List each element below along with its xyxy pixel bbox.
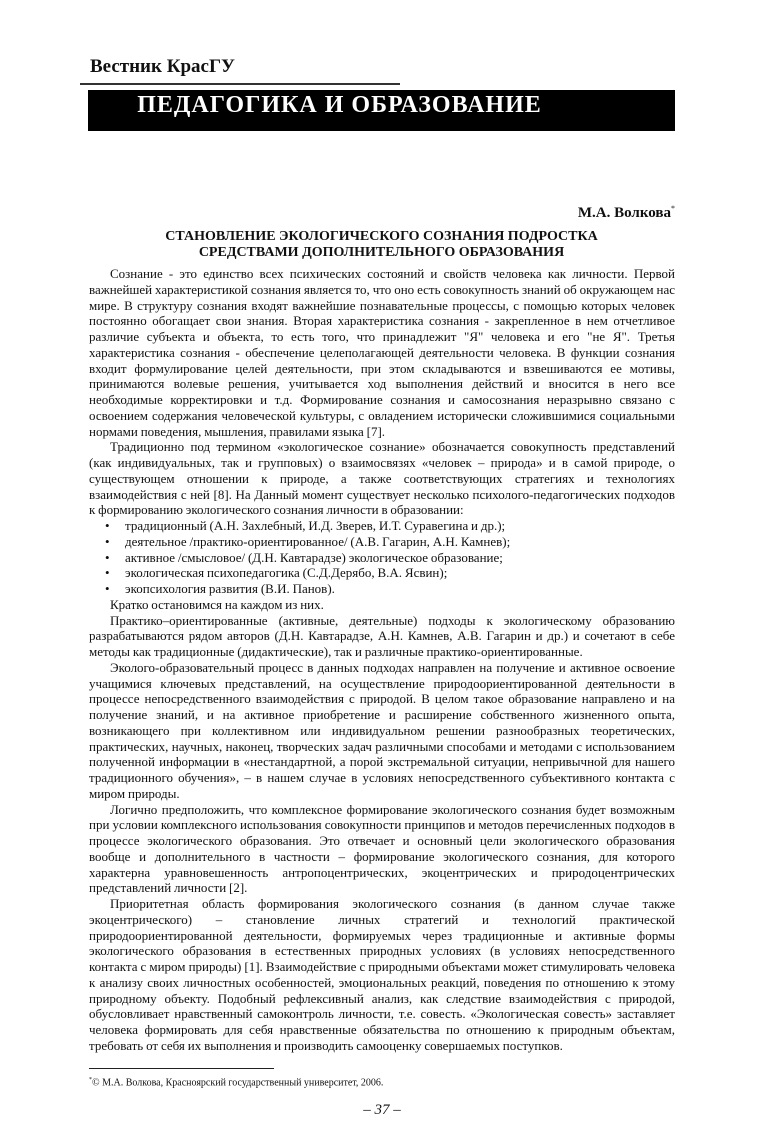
list-item: • активное /смысловое/ (Д.Н. Кавтарадзе) экологическое образование; xyxy=(125,550,675,566)
article-body xyxy=(89,266,675,1054)
approaches-list xyxy=(89,518,675,597)
page-number: – 37 – xyxy=(363,1101,401,1118)
footnote-rule xyxy=(89,1068,274,1069)
header-rule xyxy=(80,83,400,85)
paragraph: Традиционно под термином «экологическое сознание» обозначается совокупность представлений (как индивидуальных, так и групповых) о взаимосвязях «человек – природа» и в самой природе, о существующем отношении к природе, а также соответствующих стратегиях и технологиях взаимодействия с ней [8]. На Данный момент существует несколько психолого-педагогических подходов к формированию экологического сознания личности в образовании: xyxy=(89,439,675,518)
list-item: • экопсихология развития (В.И. Панов). xyxy=(125,581,675,597)
list-item: • деятельное /практико-ориентированное/ (А.В. Гагарин, А.Н. Камнев); xyxy=(125,534,675,550)
list-item: • экологическая психопедагогика (С.Д.Дерябо, В.А. Ясвин); xyxy=(125,565,675,581)
paragraph: Сознание - это единство всех психических состояний и свойств человека как личности. Первой важнейшей характеристикой сознания является то, что оно есть совокупность знаний об окружающем нас мире. В структуру сознания входят важнейшие познавательные процессы, с помощью которых человек постоянно обогащает свои знания. Вторая характеристика сознания - закрепленное в нем отчетливое различие субъекта и объекта, то есть того, что принадлежит "Я" человека и его "не Я". Третья характеристика сознания - обеспечение целеполагающей деятельности человека. В функции сознания входит формулирование целей деятельности, при этом складываются и взвешиваются ее мотивы, принимаются волевые решения, учитывается ход выполнения действий и вносится в него все необходимые корректировки и т.д. Формирование сознания и самосознания неразрывно связано с освоением содержания человеческой культуры, с овладением исторически сложившимися социальными нормами поведения, мышления, правилами языка [7]. xyxy=(89,266,675,439)
paragraph: Кратко остановимся на каждом из них. xyxy=(110,596,324,612)
paragraph: Приоритетная область формирования экологического сознания (в данном случае также экоцентрического) – становление личных стратегий и технологий практической природоориентированной деятельности, формируемых через традиционные и активные формы экологического образования в естественных природных условиях (в условиях непосредственного контакта с миром природы) [1]. Взаимодействие с природными объектами может стимулировать человека к анализу своих личностных особенностей, эмоциональных реакций, поведения по отношению к этому природному объекту. Подобный рефлексивный анализ, как следствие взаимодействия с природой, обусловливает нравственный самоконтроль личности, т.е. совесть. «Экологическая совесть» заставляет человека формировать для себя нравственные обязательства по отношению к природным объектам, требовать от себя их выполнения и производить самооценку совершаемых поступков. xyxy=(89,896,675,1053)
section-banner xyxy=(88,90,675,131)
paragraph: Эколого-образовательный процесс в данных подходах направлен на получение и активное освоение учащимися ключевых представлений, на осуществление природоориентированной деятельности в процессе непосредственного взаимодействия с природой. В целом такое образование направлено и на получение знаний, и на активное приобретение и расширение собственного жизненного опыта, возникающего при коллективном или индивидуальном решении разнообразных теоретических, практических, научных, наконец, творческих задач различными способами и методами с использованием полученной информации в «нестандартной, а порой экстремальной ситуации, непривычной для нашего традиционного обучения», – в нашем случае в условиях непосредственного субъективного контакта с миром природы. xyxy=(89,659,675,801)
article-title-line2: СРЕДСТВАМИ ДОПОЛНИТЕЛЬНОГО ОБРАЗОВАНИЯ xyxy=(198,245,565,260)
author-footnote-mark: * xyxy=(671,204,675,213)
paragraph: Логично предположить, что комплексное формирование экологического сознания будет возможным при условии комплексного использования совокупности принципов и методов перечисленных подходов в процессе экологического образования. Это отвечает и основный цели экологического образования вообще и дополнительного в частности – формирование экологического сознания, для которого характерна уравновешенность антропоцентрических, экоцентрических и природоцентрических представлений личности [2]. xyxy=(89,801,675,896)
author xyxy=(578,204,675,222)
list-item: • традиционный (А.Н. Захлебный, И.Д. Зверев, И.Т. Суравегина и др.); xyxy=(125,518,675,534)
journal-title: Вестник КрасГУ xyxy=(90,56,236,77)
article-title-line1: СТАНОВЛЕНИЕ ЭКОЛОГИЧЕСКОГО СОЗНАНИЯ ПОДРОСТКА xyxy=(165,229,598,244)
footnote xyxy=(89,1074,675,1089)
article-title xyxy=(88,229,675,261)
footnote-mark: * xyxy=(89,1076,92,1083)
section-title: ПЕДАГОГИКА И ОБРАЗОВАНИЕ xyxy=(137,92,542,118)
paragraph: Практико–ориентированные (активные, деятельные) подходы к экологическому образованию разрабатываются рядом авторов (Д.Н. Кавтарадзе, А.Н. Камнев, А.В. Гагарин и др.) и сочетают в себе методы как традиционные (дидактические), так и различные практико-ориентированные. xyxy=(89,612,675,659)
author-name: М.А. Волкова xyxy=(577,205,671,221)
page-content xyxy=(89,266,675,1139)
footnote-text: © М.А. Волкова, Красноярский государственный университет, 2006. xyxy=(92,1076,384,1088)
